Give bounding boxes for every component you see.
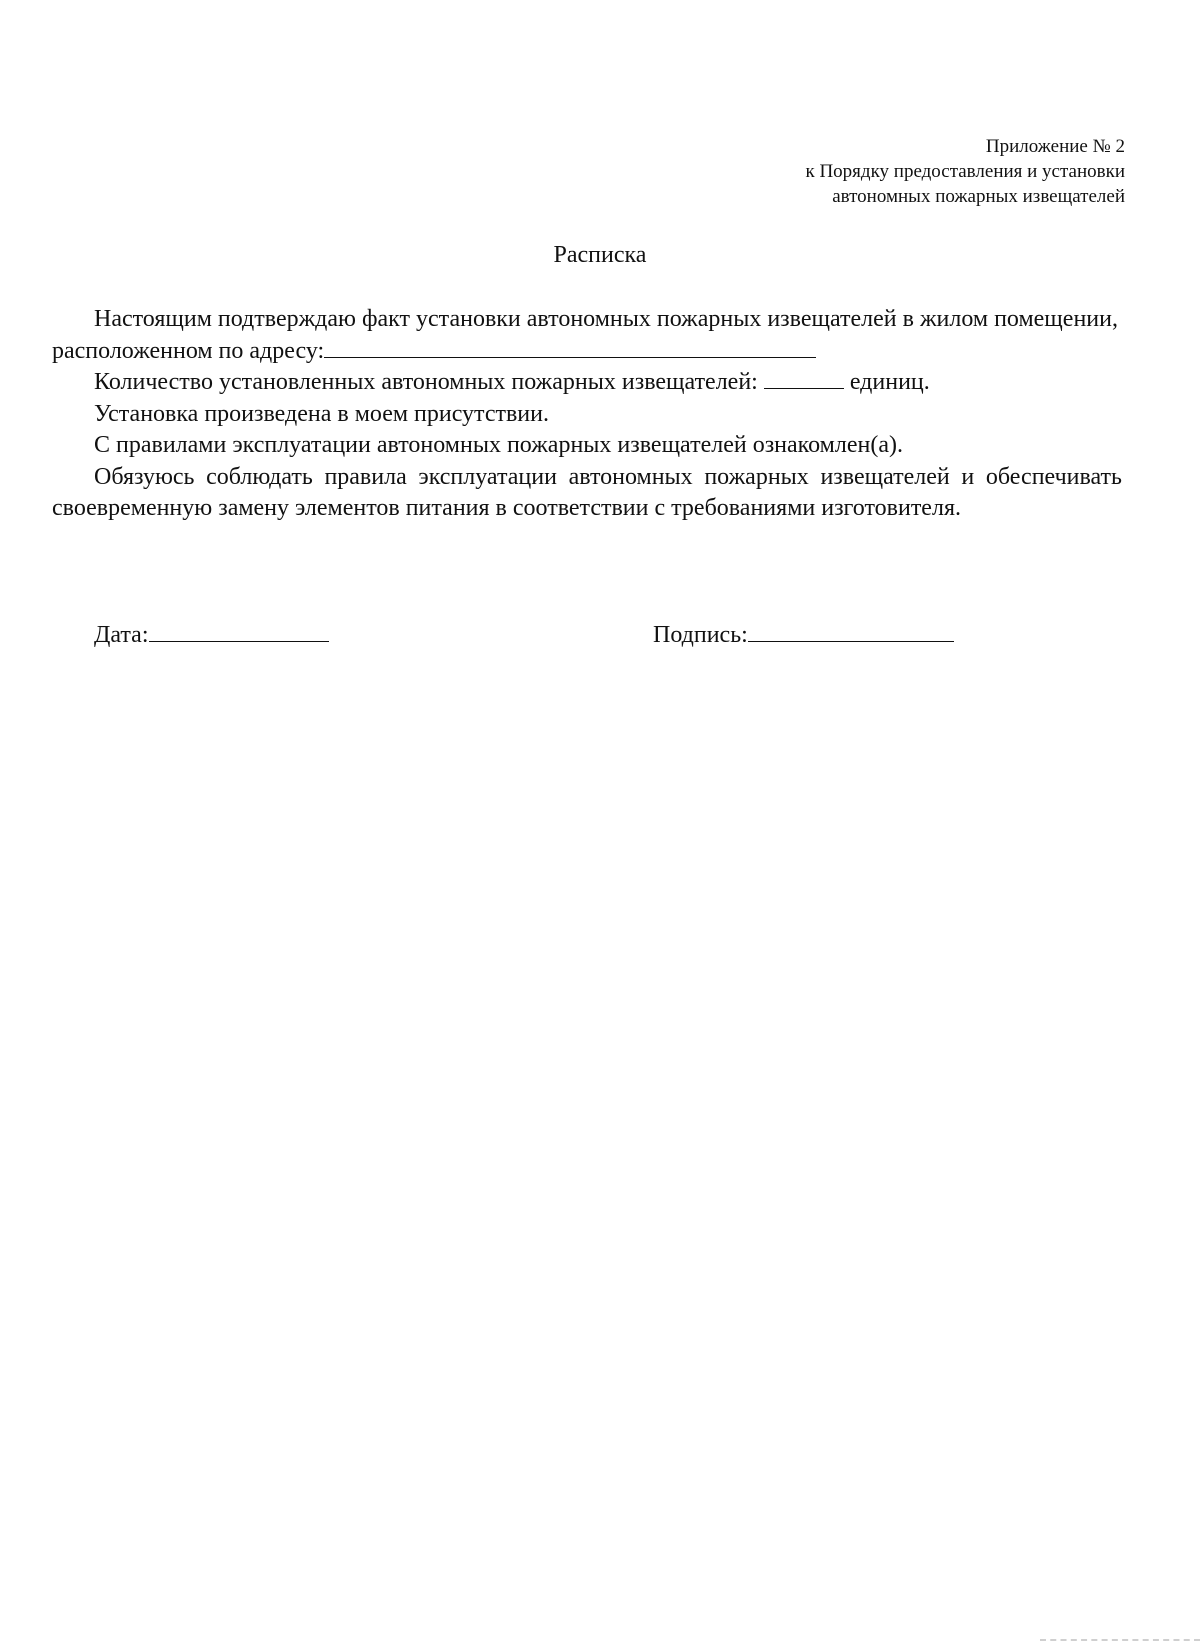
scan-edge-mark: [1040, 1639, 1200, 1643]
document-body: [52, 304, 1122, 525]
count-label: Количество установленных автономных пожарных извещателей:: [94, 369, 758, 395]
rules-paragraph: С правилами эксплуатации автономных пожарных извещателей ознакомлен(а).: [94, 432, 903, 458]
document-title: Расписка: [553, 242, 647, 268]
count-blank[interactable]: [764, 387, 844, 389]
appendix-header: [805, 134, 1125, 209]
signature-blank[interactable]: [748, 640, 954, 642]
signature-field: [653, 620, 954, 650]
appendix-reference: к Порядку предоставления и установки: [805, 161, 1125, 182]
confirm-paragraph: [52, 304, 1122, 367]
appendix-number: Приложение № 2: [985, 136, 1125, 157]
count-unit: единиц.: [849, 369, 930, 395]
obligation-paragraph: Обязуюсь соблюдать правила эксплуатации автономных пожарных извещателей и обеспечивать своевременную замену элементов питания в соответствии с требованиями изготовителя.: [52, 463, 1122, 521]
signature-label: Подпись:: [653, 622, 748, 648]
appendix-subject: автономных пожарных извещателей: [832, 186, 1125, 207]
count-paragraph: [52, 367, 1122, 399]
date-label: Дата:: [94, 622, 149, 648]
date-blank[interactable]: [149, 640, 329, 642]
address-blank[interactable]: [324, 356, 816, 358]
presence-paragraph: Установка произведена в моем присутствии.: [94, 400, 549, 427]
confirm-text: Настоящим подтверждаю факт установки автономных пожарных извещателей в жилом помещении, расположенном по адресу:: [52, 306, 1118, 364]
date-field: [94, 620, 329, 650]
